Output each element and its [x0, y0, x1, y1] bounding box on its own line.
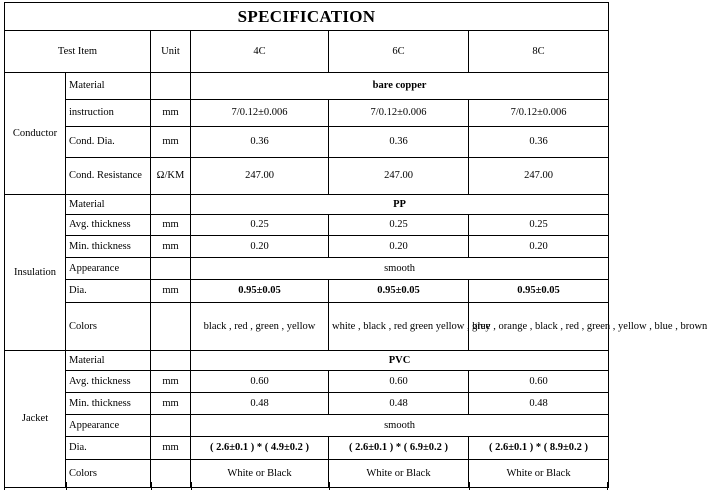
row-label: Colors [66, 460, 151, 488]
row-label: Material [66, 73, 151, 100]
unit-cell [151, 303, 191, 351]
table-row [5, 303, 609, 351]
table-continuation-edge [4, 482, 608, 490]
unit-cell [151, 415, 191, 437]
header-8c: 8C [469, 31, 609, 73]
row-label: Material [66, 195, 151, 215]
value-4c: 0.60 [191, 371, 329, 393]
value-6c: 0.25 [329, 215, 469, 236]
header-test-item: Test Item [5, 31, 151, 73]
value-8c: 0.60 [469, 371, 609, 393]
row-label: instruction [66, 100, 151, 127]
value-8c: 0.48 [469, 393, 609, 415]
value-4c: ( 2.6±0.1 ) * ( 4.9±0.2 ) [191, 437, 329, 460]
material-value: PVC [191, 351, 609, 371]
unit-cell: mm [151, 215, 191, 236]
row-label: Dia. [66, 437, 151, 460]
value-8c: 0.20 [469, 236, 609, 258]
table-row [5, 415, 609, 437]
row-label: Appearance [66, 415, 151, 437]
appearance-value: smooth [191, 258, 609, 280]
value-6c: 0.36 [329, 127, 469, 158]
group-insulation: Insulation [5, 195, 66, 351]
row-label: Dia. [66, 280, 151, 303]
value-6c: 0.95±0.05 [329, 280, 469, 303]
value-6c: 7/0.12±0.006 [329, 100, 469, 127]
row-label: Material [66, 351, 151, 371]
value-8c: 0.36 [469, 127, 609, 158]
header-unit: Unit [151, 31, 191, 73]
value-8c: White or Black [469, 460, 609, 488]
value-6c: 0.60 [329, 371, 469, 393]
unit-cell: mm [151, 236, 191, 258]
value-6c: 0.20 [329, 236, 469, 258]
value-8c: 7/0.12±0.006 [469, 100, 609, 127]
header-6c: 6C [329, 31, 469, 73]
specification-table [4, 2, 707, 488]
table-row [5, 371, 609, 393]
value-4c: 0.25 [191, 215, 329, 236]
table-row [5, 215, 609, 236]
value-6c: 0.48 [329, 393, 469, 415]
value-4c: 0.95±0.05 [191, 280, 329, 303]
value-4c: black , red , green , yellow [191, 303, 329, 351]
table-row [5, 393, 609, 415]
value-4c: 0.36 [191, 127, 329, 158]
value-6c: ( 2.6±0.1 ) * ( 6.9±0.2 ) [329, 437, 469, 460]
material-value: bare copper [191, 73, 609, 100]
header-row [5, 31, 609, 73]
row-label: Avg. thickness [66, 371, 151, 393]
table-row [5, 158, 609, 195]
unit-cell: mm [151, 393, 191, 415]
appearance-value: smooth [191, 415, 609, 437]
value-4c: 0.20 [191, 236, 329, 258]
unit-cell: mm [151, 371, 191, 393]
value-8c: 0.25 [469, 215, 609, 236]
row-label: Appearance [66, 258, 151, 280]
value-6c: White or Black [329, 460, 469, 488]
row-label: Avg. thickness [66, 215, 151, 236]
value-8c: grey , orange , black , red , green , yellow , blue , brown [469, 303, 609, 351]
group-jacket: Jacket [5, 351, 66, 488]
value-8c: ( 2.6±0.1 ) * ( 8.9±0.2 ) [469, 437, 609, 460]
sheet-title: SPECIFICATION [5, 3, 609, 31]
value-8c: 0.95±0.05 [469, 280, 609, 303]
table-row [5, 195, 609, 215]
unit-cell [151, 73, 191, 100]
value-6c: white , black , red green yellow , blue [329, 303, 469, 351]
unit-cell [151, 258, 191, 280]
value-4c: 0.48 [191, 393, 329, 415]
unit-cell [151, 351, 191, 371]
row-label: Min. thickness [66, 236, 151, 258]
material-value: PP [191, 195, 609, 215]
row-label: Min. thickness [66, 393, 151, 415]
unit-cell: mm [151, 100, 191, 127]
table-row [5, 437, 609, 460]
unit-cell [151, 195, 191, 215]
table-row [5, 258, 609, 280]
table-row [5, 73, 609, 100]
unit-cell: Ω/KM [151, 158, 191, 195]
header-4c: 4C [191, 31, 329, 73]
unit-cell: mm [151, 127, 191, 158]
value-4c: 247.00 [191, 158, 329, 195]
group-conductor: Conductor [5, 73, 66, 195]
value-4c: White or Black [191, 460, 329, 488]
value-6c: 247.00 [329, 158, 469, 195]
table-row [5, 100, 609, 127]
value-8c: 247.00 [469, 158, 609, 195]
table-row [5, 127, 609, 158]
value-4c: 7/0.12±0.006 [191, 100, 329, 127]
table-row [5, 280, 609, 303]
row-label: Cond. Dia. [66, 127, 151, 158]
unit-cell: mm [151, 280, 191, 303]
unit-cell: mm [151, 437, 191, 460]
row-label: Colors [66, 303, 151, 351]
table-row [5, 236, 609, 258]
row-label: Cond. Resistance [66, 158, 151, 195]
title-row [5, 3, 609, 31]
table-row [5, 351, 609, 371]
